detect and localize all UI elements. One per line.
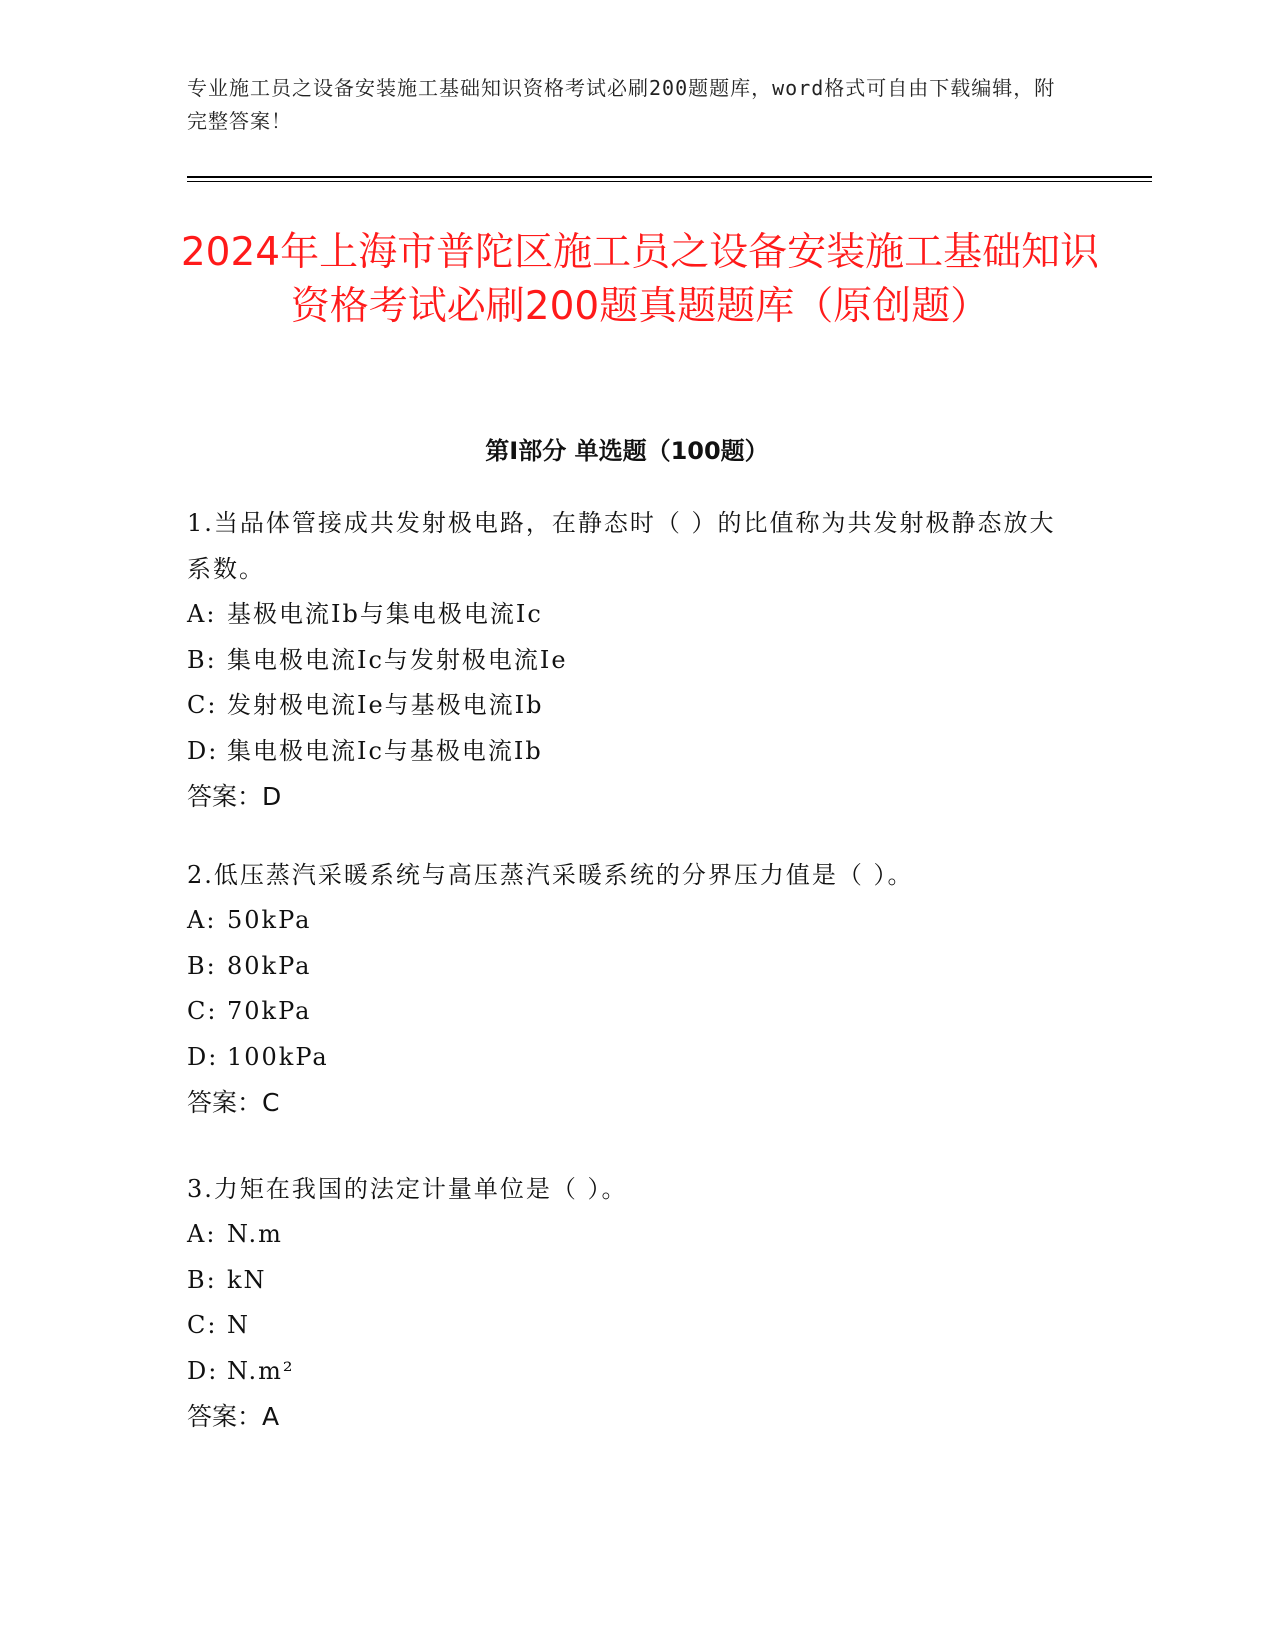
option-text: kN (227, 1265, 267, 1294)
question-stem: 2.低压蒸汽采暖系统与高压蒸汽采暖系统的分界压力值是（ ）。 (187, 861, 914, 889)
option-text: N (227, 1311, 250, 1339)
option-letter: C: (187, 997, 218, 1025)
question-1 (187, 500, 1077, 820)
option-d (187, 1035, 1077, 1081)
option-b (187, 944, 1077, 990)
option-text: N.m² (227, 1356, 295, 1385)
option-letter: C: (187, 691, 218, 719)
option-c (187, 1303, 1077, 1349)
question-2 (187, 852, 1077, 1126)
option-a (187, 1212, 1077, 1258)
option-text: 50kPa (227, 906, 312, 934)
option-text: 发射极电流Ie与基极电流Ib (227, 691, 544, 719)
document-title: 2024年上海市普陀区施工员之设备安装施工基础知识资格考试必刷200题真题题库（原创题） (180, 230, 1100, 329)
option-text: N.m (227, 1220, 283, 1248)
option-text: 集电极电流Ic与发射极电流Ie (227, 645, 568, 674)
option-letter: A: (187, 906, 217, 934)
option-c (187, 683, 1077, 729)
question-3 (187, 1166, 1077, 1440)
question-stem: 1.当品体管接成共发射极电路，在静态时（ ）的比值称为共发射极静态放大系数。 (187, 509, 1056, 583)
option-letter: C: (187, 1311, 218, 1339)
answer: 答案：D (187, 782, 282, 811)
option-letter: A: (187, 1220, 217, 1248)
option-letter: B: (187, 951, 217, 980)
option-text: 集电极电流Ic与基极电流Ib (227, 736, 543, 765)
option-text: 80kPa (227, 951, 312, 980)
header-divider-thin (187, 181, 1152, 182)
option-text: 基极电流Ib与集电极电流Ic (227, 600, 543, 628)
option-letter: B: (187, 645, 217, 674)
option-letter: D: (187, 1356, 219, 1385)
option-b (187, 1258, 1077, 1304)
answer: 答案：A (187, 1402, 280, 1431)
option-a (187, 898, 1077, 944)
option-letter: D: (187, 1042, 219, 1071)
option-letter: B: (187, 1265, 217, 1294)
header-note: 专业施工员之设备安装施工基础知识资格考试必刷200题题库，word格式可自由下载编辑，附完整答案！ (187, 76, 1056, 133)
option-d (187, 1349, 1077, 1395)
question-stem: 3.力矩在我国的法定计量单位是（ ）。 (187, 1175, 628, 1203)
header-divider-thick (187, 176, 1152, 178)
option-text: 100kPa (227, 1042, 329, 1071)
option-c (187, 989, 1077, 1035)
answer: 答案：C (187, 1088, 280, 1117)
option-letter: A: (187, 600, 217, 628)
option-d (187, 729, 1077, 775)
option-b (187, 638, 1077, 684)
option-text: 70kPa (227, 997, 312, 1025)
option-letter: D: (187, 736, 219, 765)
section-heading: 第Ⅰ部分 单选题（100题） (485, 437, 769, 465)
option-a (187, 592, 1077, 638)
